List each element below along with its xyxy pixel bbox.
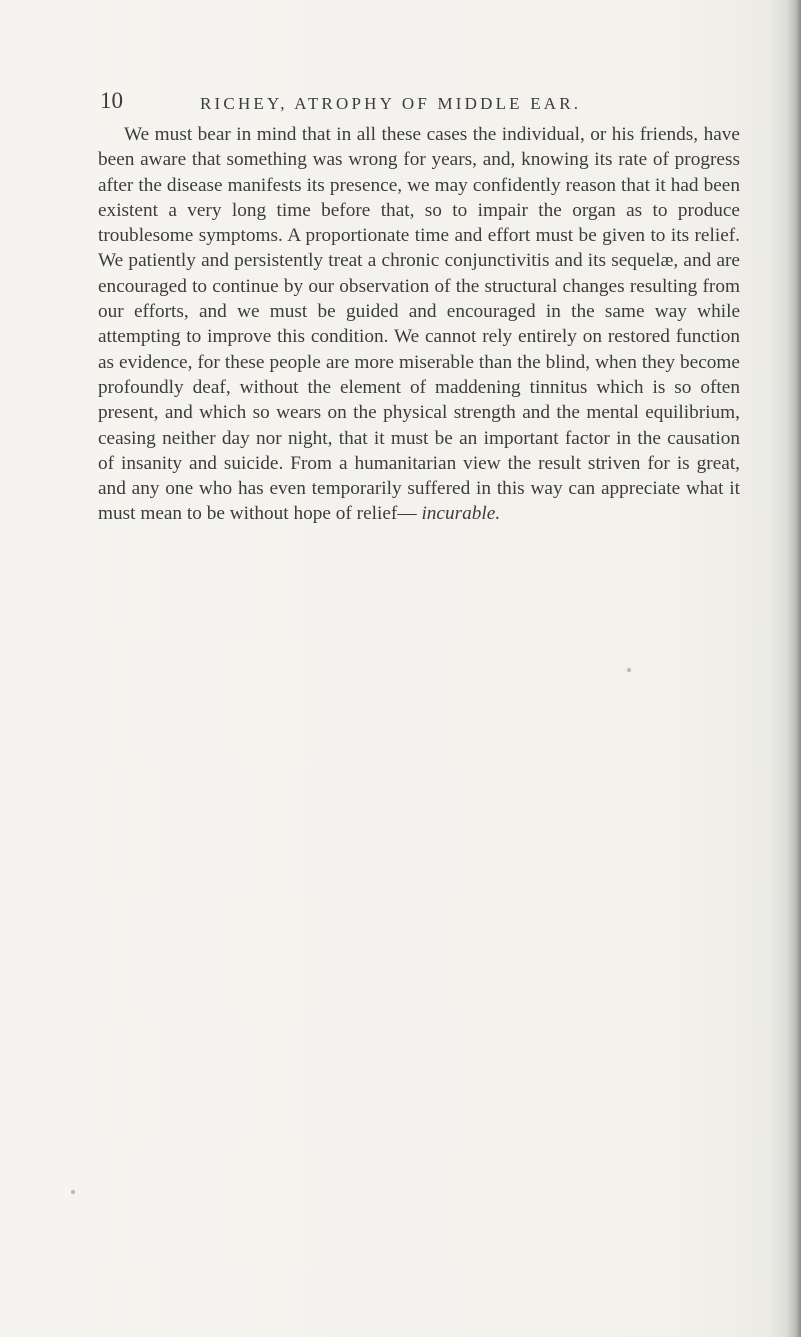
page-edge-shadow [787,0,801,1337]
closing-italic-word: incurable. [421,503,501,525]
paper-speck [627,668,631,672]
paper-speck [71,1190,75,1194]
running-head: RICHEY, ATROPHY OF MIDDLE EAR. [200,94,582,113]
paragraph-text: We must bear in mind that in all these cases the individual, or his friends, have been aware that something was wrong for years, and, knowing its rate of progress after the disease manifests its presence, we may confidently reason that it had been existent a very long time before that, so to impair the organ as to produce troublesome symptoms. A proportionate time and effort must be given to its relief. We patiently and persistently treat a chronic conjunctivitis and its sequelæ, and are encouraged to continue by our observation of the structural changes resulting from our efforts, and we must be guided and encouraged in the same way while attempting to improve this condition. We cannot rely entirely on restored function as evidence, for these people are more miserable than the blind, when they become profoundly deaf, without the element of maddening tinnitus which is so often present, and which so wears on the physical strength and the mental equilibrium, ceasing neither day nor night, that it must be an important factor in the causation of insanity and suicide. From a humanitarian view the result striven for is great, and any one who has even temporarily suffered in this way can appreciate what it must mean to be without hope of relief— [98,124,740,525]
page-header [100,88,740,120]
body-paragraph [98,122,740,527]
page-number: 10 [100,88,123,113]
